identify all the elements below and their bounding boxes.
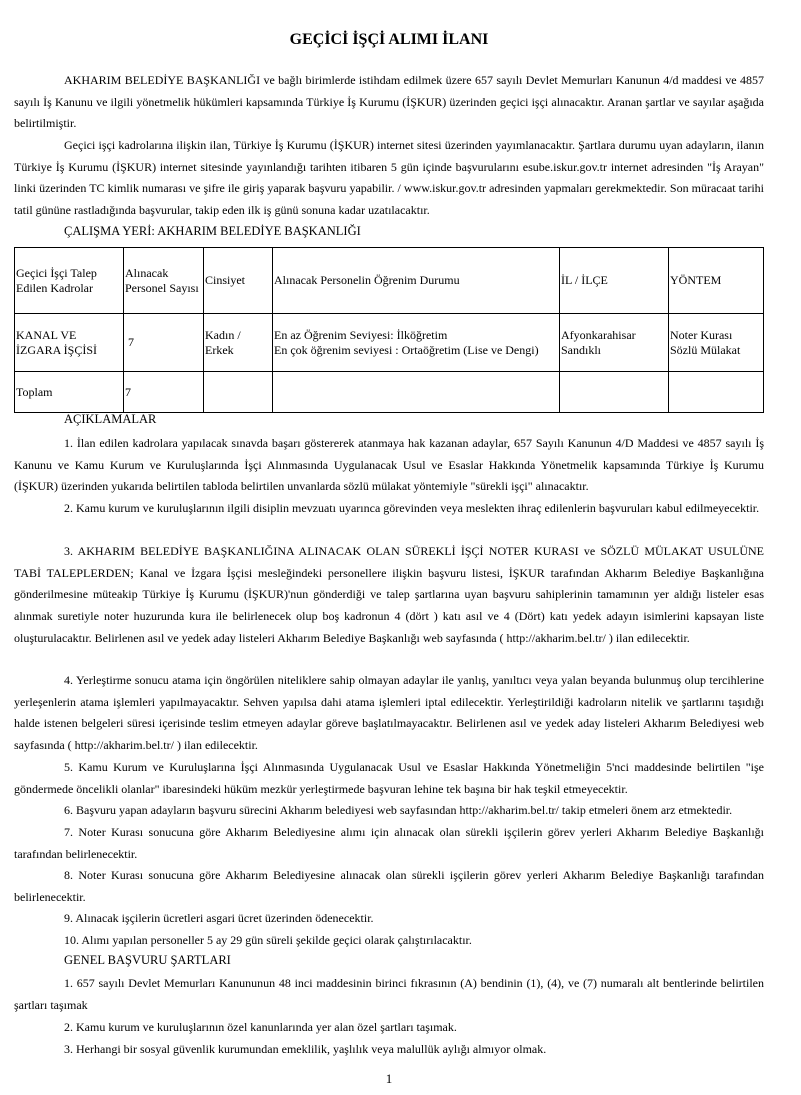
header-cadre: Geçici İşçi Talep Edilen Kadrolar xyxy=(15,248,124,314)
header-method: YÖNTEM xyxy=(669,248,764,314)
cell-total-value: 7 xyxy=(124,372,204,413)
explanation-7: 7. Noter Kurası sonucuna göre Akharım Belediyesine alımı için alınacak olan sürekli işçilerin görev yerleri Akharım Belediye Başkanlığı tarafından belirlenecektir. xyxy=(14,825,764,861)
explanation-5: 5. Kamu Kurum ve Kuruluşlarına İşçi Alınmasında Uygulanacak Usul ve Esaslar Hakkında Yönetmeliğin 5'nci maddesinde belirtilen "işe göndermede öncelikli olanlar" ibaresindeki hüküm mezkür yerleştirmede başvuran lehine tek başına bir hak teşkil etmeyecektir. xyxy=(14,760,764,796)
general-conditions-heading: GENEL BAŞVURU ŞARTLARI xyxy=(64,953,231,967)
cell-count: 7 xyxy=(124,314,204,372)
explanations-heading: AÇIKLAMALAR xyxy=(64,412,157,426)
education-max: En çok öğrenim seviyesi : Ortaöğretim (Lise ve Dengi) xyxy=(274,342,539,357)
cell-total-label: Toplam xyxy=(15,372,124,413)
header-education: Alınacak Personelin Öğrenim Durumu xyxy=(273,248,560,314)
explanation-10: 10. Alımı yapılan personeller 5 ay 29 gün süreli şekilde geçici olarak çalıştırılacaktır. xyxy=(64,933,472,947)
header-location: İL / İLÇE xyxy=(560,248,669,314)
header-count: Alınacak Personel Sayısı xyxy=(124,248,204,314)
page-title: GEÇİCİ İŞÇİ ALIMI İLANI xyxy=(289,31,489,48)
method-line-2: Sözlü Mülakat xyxy=(670,342,741,357)
general-condition-1: 1. 657 sayılı Devlet Memurları Kanununun 48 inci maddesinin birinci fıkrasının (A) bendinin (1), (4), ve (7) numaralı alt bentlerinde belirtilen şartları taşımak xyxy=(14,976,764,1012)
table-row xyxy=(15,314,764,372)
header-gender: Cinsiyet xyxy=(204,248,273,314)
intro-paragraph-1: AKHARIM BELEDİYE BAŞKANLIĞI ve bağlı birimlerde istihdam edilmek üzere 657 sayılı Devlet Memurları Kanunun 4/d maddesi ve 4857 sayılı İş Kanunu ve ilgili yönetmelik hükümleri kapsamında Türkiye İş Kurumu (İŞKUR) üzerinden geçici işçi alınacaktır. Aranan şartlar ve sayılar aşağıda belirtilmiştir. xyxy=(14,73,764,131)
cell-empty xyxy=(204,372,273,413)
explanation-1: 1. İlan edilen kadrolara yapılacak sınavda başarı göstererek atanmaya hak kazanan adaylar, 657 Sayılı Kanunun 4/D Maddesi ve 4857 sayılı İş Kanunu ve Kamu Kurum ve Kuruluşlarında İşçi Alınmasında Uygulanacak Usul ve Esaslar Hakkında Yönetmelik kapsamında Türkiye İş Kurumu (İŞKUR) üzerinden yukarıda belirtilen tabloda belirtilen unvanlarda sözlü mülakat yöntemiyle "sürekli işçi" alınacaktır. xyxy=(14,436,764,494)
cell-empty xyxy=(273,372,560,413)
cell-location: Afyonkarahisar Sandıklı xyxy=(560,314,669,372)
explanation-3: 3. AKHARIM BELEDİYE BAŞKANLIĞINA ALINACAK OLAN SÜREKLİ İŞÇİ NOTER KURASI ve SÖZLÜ MÜLAKAT USULÜNE TABİ TALEPLERDEN; Kanal ve İzgara İşçisi mesleğindeki personellere ilişkin başvuru listesi, İŞKUR tarafından Akharım Belediye Başkanlığına gönderilmesine müteakip Türkiye İş Kurumu (İŞKUR)'nun gönderdiği ve talep şartlarına uyan başvuru sahiplerinin tamamının yer aldığı listeler esas alınmak suretiyle noter huzurunda kura ile belirlenecek olup boş kadronun 4 (dört ) katı asıl ve 4 (Dört) katı yedek adayın isimlerini kapsayan liste oluşturulacaktır. Belirlenen asıl ve yedek aday listeleri Akharım Belediye Başkanlığı web sayfasında ( http://akharim.bel.tr/ ) ilan edilecektir. xyxy=(14,544,764,645)
education-min: En az Öğrenim Seviyesi: İlköğretim xyxy=(274,327,448,342)
general-condition-2: 2. Kamu kurum ve kuruluşlarının özel kanunlarında yer alan özel şartları taşımak. xyxy=(64,1020,457,1034)
cell-gender: Kadın / Erkek xyxy=(204,314,273,372)
cell-empty xyxy=(560,372,669,413)
table-total-row xyxy=(15,372,764,413)
workplace-heading: ÇALIŞMA YERİ: AKHARIM BELEDİYE BAŞKANLIĞI xyxy=(64,224,361,238)
cell-cadre: KANAL VE İZGARA İŞÇİSİ xyxy=(15,314,124,372)
general-condition-3: 3. Herhangi bir sosyal güvenlik kurumundan emeklilik, yaşlılık veya malullük aylığı almıyor olmak. xyxy=(64,1042,547,1056)
cell-education xyxy=(273,314,560,372)
explanation-6: 6. Başvuru yapan adayların başvuru sürecini Akharım belediyesi web sayfasından http://akharim.bel.tr/ takip etmeleri önem arz etmektedir. xyxy=(64,803,733,817)
method-line-1: Noter Kurası xyxy=(670,327,733,342)
page-number: 1 xyxy=(385,1071,393,1086)
cell-empty xyxy=(669,372,764,413)
cell-method xyxy=(669,314,764,372)
explanation-8: 8. Noter Kurası sonucuna göre Akharım Belediyesine alınacak olan sürekli işçilerin görev yerleri Akharım Belediye Başkanlığı tarafından belirlenecektir. xyxy=(14,868,764,904)
table-header-row xyxy=(15,248,764,314)
staff-table xyxy=(14,247,764,413)
intro-paragraph-2: Geçici işçi kadrolarına ilişkin ilan, Türkiye İş Kurumu (İŞKUR) internet sitesi üzerinden yayımlanacaktır. Şartlara durumu uyan adayların, ilanın Türkiye İş Kurumu (İŞKUR) internet sitesinde yayınlandığı tarihten itibaren 5 gün içinde başvurularını esube.iskur.gov.tr internet adresinden "İş Arayan" linki üzerinden TC kimlik numarası ve şifre ile giriş yaparak başvuru yapabilir. / www.iskur.gov.tr adresinden yapmaları gerekmektedir. Son müracaat tarihi tatil gününe rastladığında başvurular, takip eden ilk iş günü sonuna kadar uzatılacaktır. xyxy=(14,138,764,218)
explanation-2: 2. Kamu kurum ve kuruluşlarının ilgili disiplin mevzuatı uyarınca görevinden veya meslekten ihraç edilenlerin başvuruları kabul edilmeyecektir. xyxy=(64,501,760,515)
explanation-4: 4. Yerleştirme sonucu atama için öngörülen niteliklere sahip olmayan adaylar ile yanlış, yanıltıcı veya yalan beyanda bulunmuş olup tercihlerine yerleşenlerin atama işlemleri yapılmayacaktır. Sehven yapılsa dahi atama işlemleri iptal edilecektir. Yerleştirildiği kadroların nitelik ve şartlarını taşıdığı halde istenen belgeleri süresi içerisinde teslim etmeyen adaylar göreve başlatılmayacaktır. Belirlenen asıl ve yedek aday listeleri Akharım Belediyesi web sayfasında ( http://akharim.bel.tr/ ) ilan edilecektir. xyxy=(14,673,764,753)
explanation-9: 9. Alınacak işçilerin ücretleri asgari ücret üzerinden ödenecektir. xyxy=(64,911,374,925)
